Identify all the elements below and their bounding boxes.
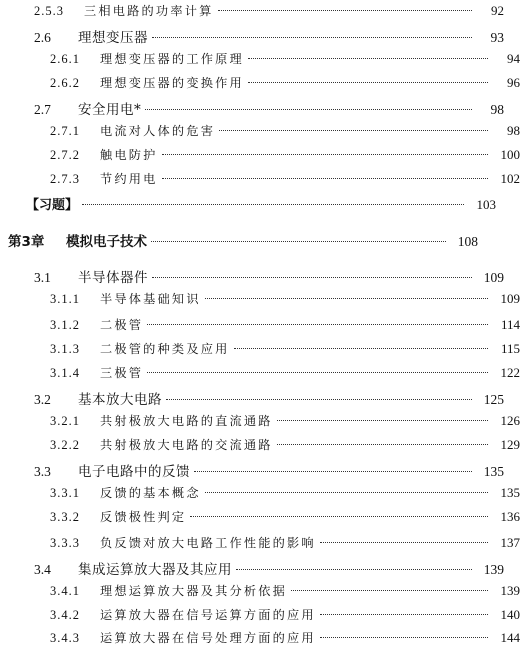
- toc-entry-title: 共射极放大电路的直流通路: [100, 414, 273, 428]
- toc-entry-page: 108: [457, 234, 478, 249]
- toc-entry-page: 129: [500, 437, 520, 452]
- toc-entry-2-5-3[interactable]: [0, 2, 504, 22]
- leader-dots: [151, 241, 446, 242]
- toc-entry-page: 126: [500, 413, 520, 428]
- toc-chapter-number: 第3章: [8, 234, 45, 250]
- toc-entry-number: 3.4: [34, 562, 51, 577]
- toc-entry-number: 2.7: [34, 102, 51, 117]
- toc-entry-title: 理想变压器的变换作用: [100, 76, 244, 90]
- toc-entry-title: 二极管: [100, 318, 144, 332]
- toc-entry-number: 3.2.2: [50, 438, 80, 452]
- toc-entry-title: 反馈极性判定: [100, 510, 187, 524]
- leader-dots: [82, 204, 464, 205]
- toc-entry-2-7-3[interactable]: [0, 170, 520, 190]
- toc-entry-number: 3.1.4: [50, 366, 80, 380]
- toc-entry-page: 109: [483, 270, 504, 285]
- leader-dots: [166, 399, 472, 400]
- toc-entry-exercises[interactable]: [0, 194, 496, 214]
- toc-entry-number: 2.7.1: [50, 124, 80, 138]
- toc-entry-number: 3.3.1: [50, 486, 80, 500]
- toc-entry-number: 3.4.1: [50, 584, 80, 598]
- leader-dots: [205, 492, 488, 493]
- leader-dots: [218, 10, 473, 11]
- toc-entry-3-3-1[interactable]: [0, 484, 520, 504]
- toc-entry-3-4-1[interactable]: [0, 582, 520, 602]
- toc-entry-3-4-2[interactable]: [0, 606, 520, 626]
- toc-entry-page: 103: [476, 197, 496, 212]
- leader-dots: [248, 58, 488, 59]
- toc-entry-number: 3.1.3: [50, 342, 80, 356]
- toc-entry-2-7-1[interactable]: [0, 122, 520, 142]
- toc-entry-3-1-2[interactable]: [0, 316, 520, 336]
- toc-entry-page: 115: [500, 341, 520, 356]
- toc-entry-title: 反馈的基本概念: [100, 486, 201, 500]
- toc-entry-page: 100: [500, 147, 520, 162]
- leader-dots: [162, 178, 488, 179]
- toc-entry-title: 触电防护: [100, 148, 158, 162]
- toc-entry-3-1-1[interactable]: [0, 290, 520, 310]
- leader-dots: [194, 471, 472, 472]
- toc-entry-number: 3.2: [34, 392, 51, 407]
- toc-entry-number: 3.4.2: [50, 608, 80, 622]
- leader-dots: [248, 82, 488, 83]
- toc-entry-page: 140: [500, 607, 520, 622]
- toc-entry-title: 运算放大器在信号运算方面的应用: [100, 608, 316, 622]
- leader-dots: [147, 324, 488, 325]
- toc-entry-title: 理想变压器: [78, 30, 148, 46]
- toc-entry-page: 102: [500, 171, 520, 186]
- toc-entry-3-1[interactable]: [0, 266, 504, 286]
- toc-entry-number: 3.1.2: [50, 318, 80, 332]
- toc-entry-page: 93: [490, 30, 504, 45]
- toc-entry-title: 集成运算放大器及其应用: [78, 562, 232, 578]
- toc-entry-number: 3.2.1: [50, 414, 80, 428]
- toc-entry-page: 144: [500, 630, 520, 645]
- toc-entry-page: 94: [507, 51, 520, 66]
- toc-entry-chapter-3[interactable]: [0, 230, 478, 250]
- leader-dots: [320, 637, 488, 638]
- toc-entry-title: 三极管: [100, 366, 144, 380]
- toc-entry-3-3-2[interactable]: [0, 508, 520, 528]
- toc-entry-number: 2.6.2: [50, 76, 80, 90]
- toc-entry-page: 98: [507, 123, 520, 138]
- toc-entry-3-3-3[interactable]: [0, 534, 520, 554]
- toc-entry-number: 2.5.3: [34, 4, 64, 18]
- leader-dots: [234, 348, 489, 349]
- leader-dots: [236, 569, 472, 570]
- toc-entry-3-2-1[interactable]: [0, 412, 520, 432]
- leader-dots: [162, 154, 488, 155]
- toc-entry-3-1-4[interactable]: [0, 364, 520, 384]
- toc-entry-3-2-2[interactable]: [0, 436, 520, 456]
- leader-dots: [145, 109, 472, 110]
- toc-entry-title: 三相电路的功率计算: [84, 4, 214, 18]
- toc-entry-title: 共射极放大电路的交流通路: [100, 438, 273, 452]
- toc-entry-number: 2.7.3: [50, 172, 80, 186]
- toc-entry-3-3[interactable]: [0, 460, 504, 480]
- toc-entry-3-4[interactable]: [0, 558, 504, 578]
- toc-entry-title: 安全用电*: [78, 102, 142, 118]
- leader-dots: [277, 444, 488, 445]
- toc-entry-page: 135: [500, 485, 520, 500]
- toc-entry-page: 98: [490, 102, 504, 117]
- toc-entry-title: 【习题】: [26, 198, 79, 213]
- toc-entry-2-6[interactable]: [0, 26, 504, 46]
- toc-entry-title: 电流对人体的危害: [100, 124, 216, 138]
- toc-entry-page: 137: [500, 535, 520, 550]
- toc-entry-2-7[interactable]: [0, 98, 504, 118]
- toc-entry-page: 92: [491, 3, 504, 18]
- toc-entry-3-4-3[interactable]: [0, 629, 520, 649]
- leader-dots: [205, 298, 488, 299]
- toc-entry-page: 122: [500, 365, 520, 380]
- toc-chapter-title: 模拟电子技术: [66, 234, 147, 250]
- leader-dots: [152, 277, 472, 278]
- toc-entry-title: 运算放大器在信号处理方面的应用: [100, 631, 316, 645]
- toc-entry-number: 2.6.1: [50, 52, 80, 66]
- leader-dots: [277, 420, 488, 421]
- toc-entry-title: 电子电路中的反馈: [78, 464, 190, 480]
- toc-entry-page: 136: [500, 509, 520, 524]
- leader-dots: [291, 590, 488, 591]
- toc-entry-page: 139: [483, 562, 504, 577]
- toc-entry-title: 二极管的种类及应用: [100, 342, 230, 356]
- toc-entry-page: 96: [507, 75, 520, 90]
- toc-entry-2-6-2[interactable]: [0, 74, 520, 94]
- toc-entry-title: 基本放大电路: [78, 392, 162, 408]
- toc-entry-title: 半导体器件: [78, 270, 148, 286]
- toc-entry-number: 3.3.3: [50, 536, 80, 550]
- toc-entry-page: 125: [483, 392, 504, 407]
- toc-entry-number: 2.7.2: [50, 148, 80, 162]
- toc-entry-2-6-1[interactable]: [0, 50, 520, 70]
- toc-entry-title: 理想运算放大器及其分析依据: [100, 584, 288, 598]
- leader-dots: [147, 372, 488, 373]
- leader-dots: [190, 516, 488, 517]
- toc-entry-title: 半导体基础知识: [100, 292, 201, 306]
- toc-entry-page: 114: [500, 317, 520, 332]
- toc-entry-page: 139: [500, 583, 520, 598]
- leader-dots: [320, 614, 488, 615]
- toc-entry-title: 节约用电: [100, 172, 158, 186]
- toc-entry-number: 3.3.2: [50, 510, 80, 524]
- toc-entry-title: 理想变压器的工作原理: [100, 52, 244, 66]
- leader-dots: [219, 130, 488, 131]
- toc-entry-2-7-2[interactable]: [0, 146, 520, 166]
- toc-entry-number: 3.3: [34, 464, 51, 479]
- toc-entry-page: 109: [500, 291, 520, 306]
- toc-entry-3-1-3[interactable]: [0, 340, 520, 360]
- toc-entry-title: 负反馈对放大电路工作性能的影响: [100, 536, 316, 550]
- leader-dots: [320, 542, 488, 543]
- leader-dots: [152, 37, 472, 38]
- toc-entry-number: 3.1: [34, 270, 51, 285]
- toc-entry-number: 2.6: [34, 30, 51, 45]
- toc-entry-page: 135: [483, 464, 504, 479]
- toc-entry-3-2[interactable]: [0, 388, 504, 408]
- toc-entry-number: 3.4.3: [50, 631, 80, 645]
- toc-entry-number: 3.1.1: [50, 292, 80, 306]
